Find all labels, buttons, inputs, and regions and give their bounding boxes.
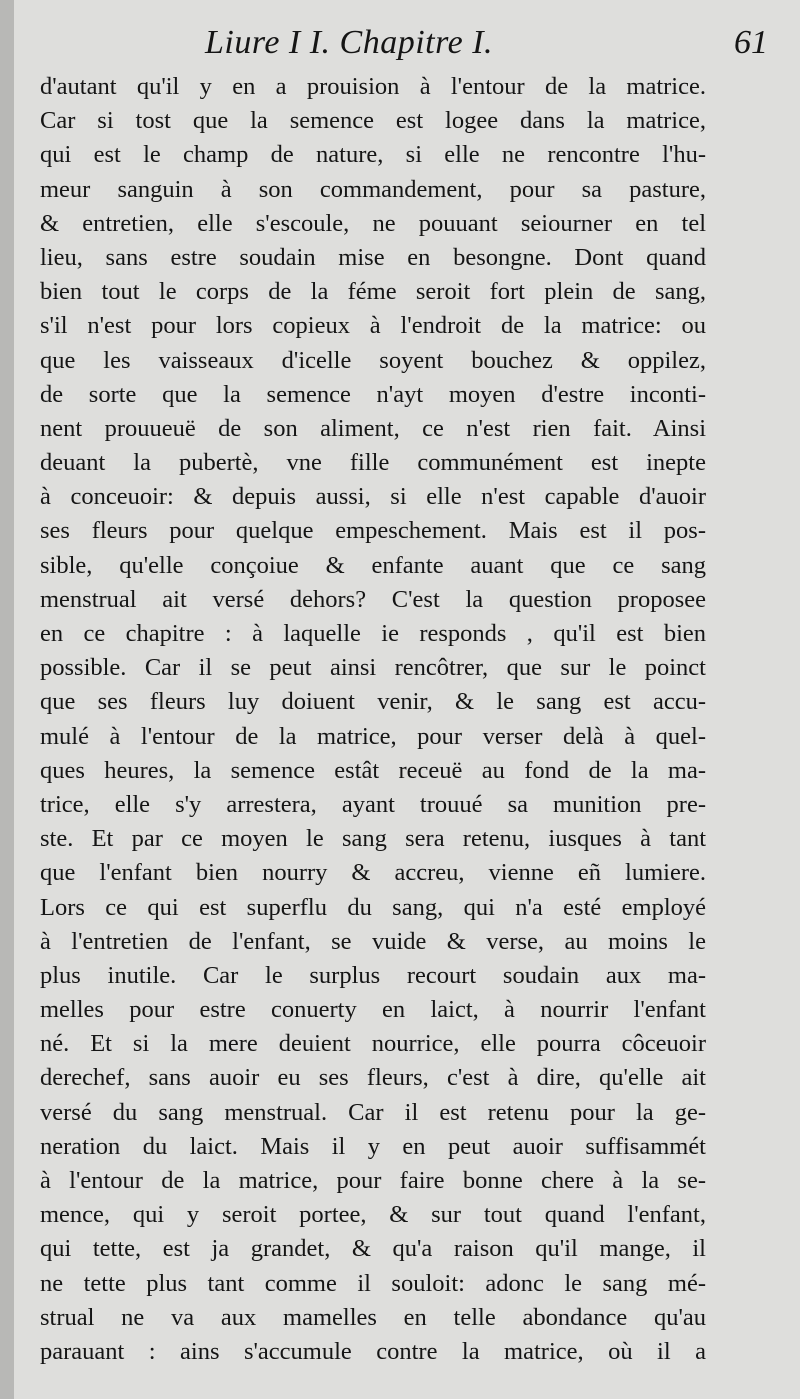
text-line: versé du sang menstrual. Car il est retenu pour la ge- — [40, 1098, 706, 1126]
text-line: plus inutile. Car le surplus recourt soudain aux ma- — [40, 961, 706, 989]
text-line: à l'entretien de l'enfant, se vuide & verse, au moins le — [40, 927, 706, 955]
text-line: en ce chapitre : à laquelle ie responds , qu'il est bien — [40, 620, 706, 647]
text-line: trice, elle s'y arrestera, ayant trouué sa munition pre- — [40, 790, 706, 818]
text-line: meur sanguin à son commandement, pour sa pasture, — [40, 175, 706, 203]
text-line: neration du laict. Mais il y en peut auoir suffisammét — [40, 1132, 706, 1160]
text-line: qui tette, est ja grandet, & qu'a raison qu'il mange, il — [40, 1235, 706, 1263]
text-line: d'autant qu'il y en a prouision à l'entour de la matrice. — [40, 73, 706, 100]
text-line: que ses fleurs luy doiuent venir, & le sang est accu- — [40, 688, 706, 716]
text-line: ne tette plus tant comme il souloit: adonc le sang mé- — [40, 1269, 706, 1297]
text-line: de sorte que la semence n'ayt moyen d'estre inconti- — [40, 380, 706, 408]
text-line: possible. Car il se peut ainsi rencôtrer, que sur le poinct — [40, 654, 706, 682]
text-line: derechef, sans auoir eu ses fleurs, c'est à dire, qu'elle ait — [40, 1064, 706, 1092]
text-line: à conceuoir: & depuis aussi, si elle n'est capable d'auoir — [40, 483, 706, 511]
text-line: s'il n'est pour lors copieux à l'endroit de la matrice: ou — [40, 312, 706, 340]
text-line: lieu, sans estre soudain mise en besongne. Dont quand — [40, 243, 706, 271]
text-line: deuant la pubertè, vne fille communément est inepte — [40, 449, 706, 477]
text-line: à l'entour de la matrice, pour faire bonne chere à la se- — [40, 1167, 706, 1194]
text-line: que les vaisseaux d'icelle soyent bouchez & oppilez, — [40, 346, 706, 374]
text-line: melles pour estre conuerty en laict, à nourrir l'enfant — [40, 996, 706, 1024]
text-line: que l'enfant bien nourry & accreu, vienne eñ lumiere. — [40, 859, 706, 887]
text-line: mulé à l'entour de la matrice, pour verser delà à quel- — [40, 722, 706, 750]
text-line: qui est le champ de nature, si elle ne rencontre l'hu- — [40, 141, 706, 169]
text-line: & entretien, elle s'escoule, ne pouuant seiourner en tel — [40, 209, 706, 237]
text-line: né. Et si la mere deuient nourrice, elle pourra côceuoir — [40, 1030, 706, 1058]
text-line: menstrual ait versé dehors? C'est la question proposee — [40, 585, 706, 613]
body-text — [40, 70, 706, 1369]
text-line: strual ne va aux mamelles en telle abondance qu'au — [40, 1303, 706, 1331]
text-line: mence, qui y seroit portee, & sur tout quand l'enfant, — [40, 1201, 706, 1229]
text-line: Car si tost que la semence est logee dans la matrice, — [40, 107, 706, 135]
text-line: ste. Et par ce moyen le sang sera retenu, iusques à tant — [40, 825, 706, 853]
text-line: ses fleurs pour quelque empeschement. Mais est il pos- — [40, 517, 706, 545]
page-header — [205, 20, 780, 74]
text-line: Lors ce qui est superflu du sang, qui n'a esté employé — [40, 893, 706, 921]
page-number: 61 — [734, 24, 768, 61]
text-line: sible, qu'elle conçoiue & enfante auant que ce sang — [40, 551, 706, 579]
page-gutter-shadow — [0, 0, 14, 1399]
text-line: parauant : ains s'accumule contre la matrice, où il a — [40, 1337, 706, 1365]
text-line: ques heures, la semence estât receuë au fond de la ma- — [40, 756, 706, 784]
text-line: bien tout le corps de la féme seroit fort plein de sang, — [40, 278, 706, 306]
text-line: nent prouueuë de son aliment, ce n'est rien fait. Ainsi — [40, 414, 706, 442]
running-title: Liure I I. Chapitre I. — [205, 24, 494, 61]
